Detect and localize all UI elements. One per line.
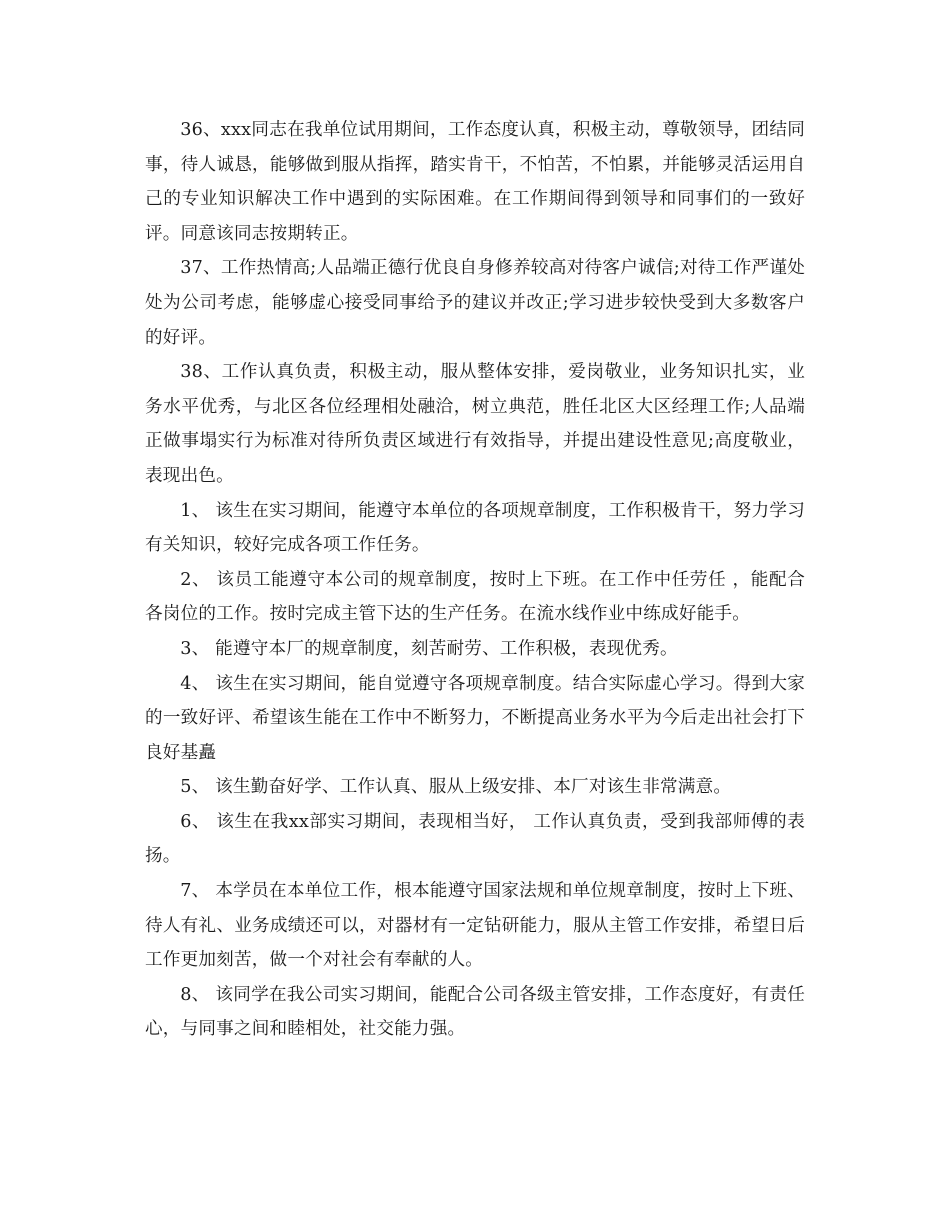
paragraph-38: 38、工作认真负责，积极主动，服从整体安排，爱岗敬业，业务知识扎实，业务水平优秀，与北区各位经理相处融洽，树立典范，胜任北区大区经理工作;人品端正做事塌实行为标准对待所负责区域进行有效指导，并提出建设性意见;高度敬业，表现出色。: [145, 362, 805, 486]
paragraph-3: 3、 能遵守本厂的规章制度，刻苦耐劳、工作积极，表现优秀。: [180, 638, 678, 659]
paragraph-4: 4、 该生在实习期间，能自觉遵守各项规章制度。结合实际虚心学习。得到大家的一致好评、希望该生能在工作中不断努力，不断提高业务水平为今后走出社会打下良好基矗: [145, 673, 805, 763]
paragraph-37: 37、工作热情高;人品端正德行优良自身修养较高对待客户诚信;对待工作严谨处处为公司考虑，能够虚心接受同事给予的建议并改正;学习进步较快受到大多数客户的好评。: [145, 258, 805, 348]
paragraph-8: 8、 该同学在我公司实习期间，能配合公司各级主管安排，工作态度好，有责任心，与同事之间和睦相处，社交能力强。: [145, 984, 805, 1040]
paragraph-5: 5、 该生勤奋好学、工作认真、服从上级安排、本厂对该生非常满意。: [180, 777, 732, 798]
paragraph-2: 2、 该员工能遵守本公司的规章制度，按时上下班。在工作中任劳任 ，能配合各岗位的工作。按时完成主管下达的生产任务。在流水线作业中练成好能手。: [145, 569, 805, 625]
paragraph-1: 1、 该生在实习期间，能遵守本单位的各项规章制度，工作积极肯干，努力学习有关知识，较好完成各项工作任务。: [145, 500, 805, 556]
paragraph-6: 6、 该生在我xx部实习期间，表现相当好， 工作认真负责，受到我部师傅的表扬。: [145, 811, 805, 867]
paragraph-36: 36、xxx同志在我单位试用期间，工作态度认真，积极主动，尊敬领导，团结同事，待人诚恳，能够做到服从指挥，踏实肯干，不怕苦，不怕累，并能够灵活运用自己的专业知识解决工作中遇到的实际困难。在工作期间得到领导和同事们的一致好评。同意该同志按期转正。: [145, 120, 805, 244]
paragraph-7: 7、 本学员在本单位工作，根本能遵守国家法规和单位规章制度，按时上下班、待人有礼、业务成绩还可以，对器材有一定钻研能力，服从主管工作安排，希望日后工作更加刻苦，做一个对社会有奉献的人。: [145, 881, 805, 971]
document-body: [145, 113, 805, 1047]
